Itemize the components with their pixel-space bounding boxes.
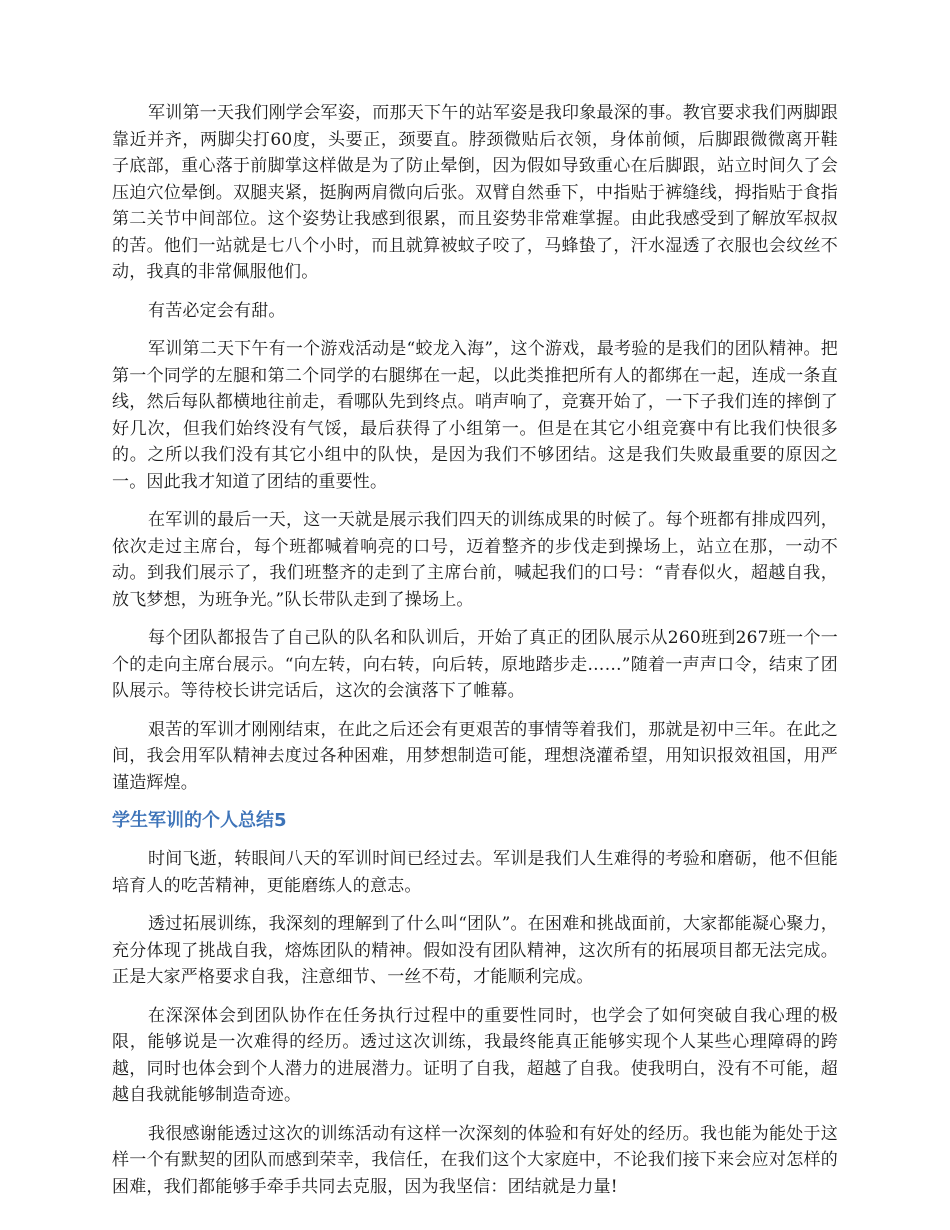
paragraph: 军训第一天我们刚学会军姿，而那天下午的站军姿是我印象最深的事。教官要求我们两脚跟靠近并齐，两脚尖打60度，头要正，颈要直。脖颈微贴后衣领，身体前倾，后脚跟微微离开鞋子底部，重心落于前脚掌这样做是为了防止晕倒，因为假如导致重心在后脚跟，站立时间久了会压迫穴位晕倒。双腿夹紧，挺胸两肩微向后张。双臂自然垂下，中指贴于裤缝线，拇指贴于食指第二关节中间部位。这个姿势让我感到很累，而且姿势非常难掌握。由此我感受到了解放军叔叔的苦。他们一站就是七八个小时，而且就算被蚊子咬了，马蜂蛰了，汗水湿透了衣服也会纹丝不动，我真的非常佩服他们。 <box>112 103 838 282</box>
paragraph: 在深深体会到团队协作在任务执行过程中的重要性同时，也学会了如何突破自我心理的极限，能够说是一次难得的经历。透过这次训练，我最终能真正能够实现个人某些心理障碍的跨越，同时也体会到个人潜力的进展潜力。证明了自我，超越了自我。使我明白，没有不可能，超越自我就能够制造奇迹。 <box>112 1005 838 1105</box>
document-page <box>112 100 838 1212</box>
section-heading: 学生军训的个人总结5 <box>112 810 287 831</box>
paragraph: 军训第二天下午有一个游戏活动是“蛟龙入海”，这个游戏，最考验的是我们的团队精神。把第一个同学的左腿和第二个同学的右腿绑在一起，以此类推把所有人的都绑在一起，连成一条直线，然后每队都横地往前走，看哪队先到终点。哨声响了，竞赛开始了，一下子我们连的摔倒了好几次，但我们始终没有气馁，最后获得了小组第一。但是在其它小组竞赛中有比我们快很多的。之所以我们没有其它小组中的队快，是因为我们不够团结。这是我们失败最重要的原因之一。因此我才知道了团结的重要性。 <box>112 339 838 492</box>
paragraph: 艰苦的军训才刚刚结束，在此之后还会有更艰苦的事情等着我们，那就是初中三年。在此之间，我会用军队精神去度过各种困难，用梦想制造可能，理想浇灌希望，用知识报效祖国，用严谨造辉煌。 <box>112 719 838 793</box>
paragraph: 在军训的最后一天，这一天就是展示我们四天的训练成果的时候了。每个班都有排成四列，依次走过主席台，每个班都喊着响亮的口号，迈着整齐的步伐走到操场上，站立在那，一动不动。到我们展示了，我们班整齐的走到了主席台前，喊起我们的口号：“青春似火，超越自我，放飞梦想，为班争光。”队长带队走到了操场上。 <box>112 510 838 610</box>
paragraph: 时间飞逝，转眼间八天的军训时间已经过去。军训是我们人生难得的考验和磨砺，他不但能培育人的吃苦精神，更能磨练人的意志。 <box>112 849 838 896</box>
paragraph: 每个团队都报告了自己队的队名和队训后，开始了真正的团队展示从260班到267班一个一个的走向主席台展示。“向左转，向右转，向后转，原地踏步走……”随着一声声口令，结束了团队展示。等待校长讲完话后，这次的会演落下了帷幕。 <box>112 628 838 701</box>
paragraph: 透过拓展训练，我深刻的理解到了什么叫“团队”。在困难和挑战面前，大家都能凝心聚力，充分体现了挑战自我，熔炼团队的精神。假如没有团队精神，这次所有的拓展项目都无法完成。正是大家严格要求自我，注意细节、一丝不苟，才能顺利完成。 <box>112 914 838 987</box>
paragraph: 有苦必定会有甜。 <box>148 300 286 321</box>
paragraph: 我很感谢能透过这次的训练活动有这样一次深刻的体验和有好处的经历。我也能为能处于这样一个有默契的团队而感到荣幸，我信任，在我们这个大家庭中，不论我们接下来会应对怎样的困难，我们都能够手牵手共同去克服，因为我坚信：团结就是力量! <box>112 1123 838 1197</box>
